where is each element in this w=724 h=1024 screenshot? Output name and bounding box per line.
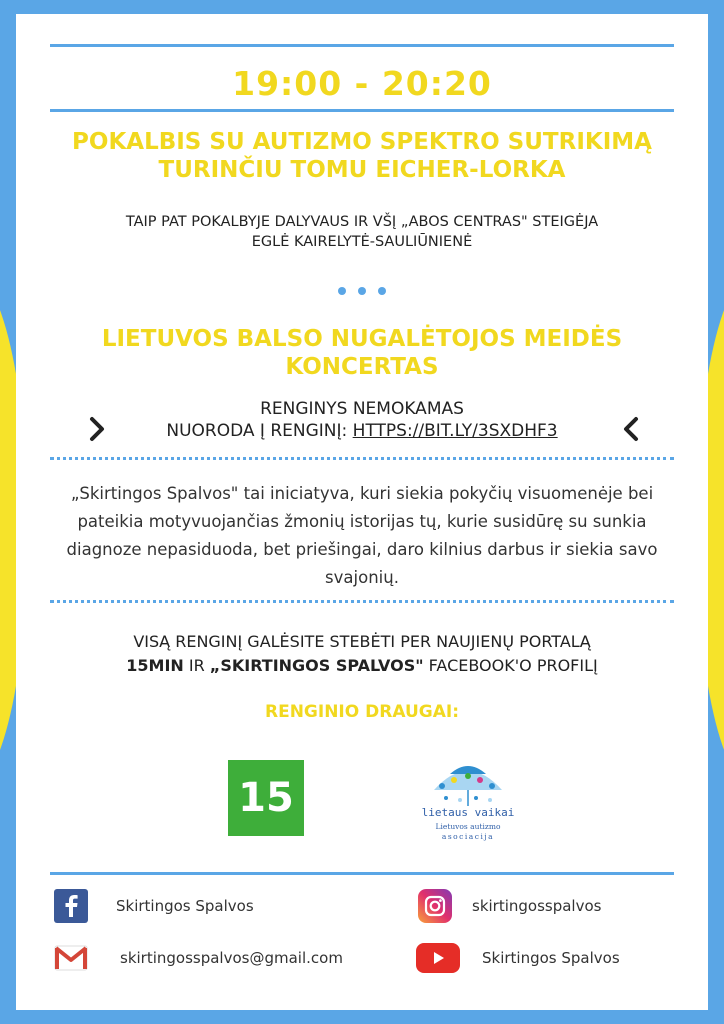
watch-skirtingos: „SKIRTINGOS SPALVOS" [209, 656, 424, 675]
footer-rule [50, 872, 674, 875]
talk-title [16, 128, 708, 184]
watch-line-2 [16, 654, 708, 678]
separator-dots [338, 287, 386, 295]
lv-sub2: asociacija [441, 832, 495, 841]
watch-line-1: VISĄ RENGINĮ GALĖSITE STEBĖTI PER NAUJIENŲ PORTALĄ [133, 632, 591, 651]
event-time: 19:00 - 20:20 [232, 64, 492, 103]
instagram-icon [418, 889, 452, 923]
concert-title-line-1: LIETUVOS BALSO NUGALĖTOJOS MEIDĖS [101, 326, 623, 352]
concert-title [16, 325, 708, 381]
talk-title-line-1: POKALBIS SU AUTIZMO SPEKTRO SUTRIKIMĄ [72, 129, 652, 155]
facebook-icon [54, 889, 88, 923]
talk-title-line-2: TURINČIU TOMU EICHER-LORKA [158, 157, 566, 183]
talk-guest-line-1: TAIP PAT POKALBYJE DALYVAUS IR VŠĮ „ABOS CENTRAS" STEIGĖJA [125, 214, 599, 230]
chevron-left-icon [616, 414, 646, 444]
gmail-icon [54, 941, 88, 975]
link-label: NUORODA Į RENGINĮ: [166, 421, 353, 441]
youtube-label: Skirtingos Spalvos [482, 949, 620, 967]
watch-facebook: FACEBOOK'O PROFILĮ [423, 656, 598, 675]
talk-guest [16, 212, 708, 252]
time-rule [50, 109, 674, 112]
event-link-line [16, 420, 708, 442]
gmail-label: skirtingosspalvos@gmail.com [120, 949, 343, 967]
watch-and: IR [183, 656, 210, 675]
partner-15min-logo: 15 [228, 760, 304, 836]
free-event-label: RENGINYS NEMOKAMAS [260, 399, 464, 419]
description: „Skirtingos Spalvos" tai iniciatyva, kuri siekia pokyčių visuomenėje bei pateikia motyvuojančias žmonių istorijas tų, kurie susidūrę su sunkia diagnoze nepasiduoda, bet priešingai, daro kilnius darbus ir siekia savo svajonių. [66, 484, 658, 587]
poster-card [16, 14, 708, 1010]
youtube-icon [416, 941, 460, 975]
event-link[interactable]: HTTPS://BIT.LY/3SXDHF3 [352, 421, 558, 441]
top-rule [50, 44, 674, 47]
facebook-label: Skirtingos Spalvos [116, 897, 254, 915]
friends-title: RENGINIO DRAUGAI: [264, 702, 459, 722]
concert-title-line-2: KONCERTAS [285, 354, 439, 380]
watch-15min: 15MIN [126, 656, 184, 675]
watch-info [16, 630, 708, 678]
instagram-label: skirtingosspalvos [472, 897, 602, 915]
facebook-link[interactable] [54, 889, 254, 923]
lv-sub1: Lietuvos autizmo [435, 822, 501, 831]
gmail-link[interactable] [54, 941, 343, 975]
instagram-link[interactable] [418, 889, 601, 923]
dotted-divider-2 [50, 600, 674, 603]
chevron-right-icon [82, 414, 112, 444]
youtube-link[interactable] [416, 941, 620, 975]
talk-guest-line-2: EGLĖ KAIRELYTĖ-SAULIŪNIENĖ [251, 234, 473, 250]
event-info [16, 398, 708, 442]
partner-lietaus-vaikai-logo [420, 756, 516, 852]
lv-name: lietaus vaikai [421, 806, 515, 819]
dotted-divider-1 [50, 457, 674, 460]
